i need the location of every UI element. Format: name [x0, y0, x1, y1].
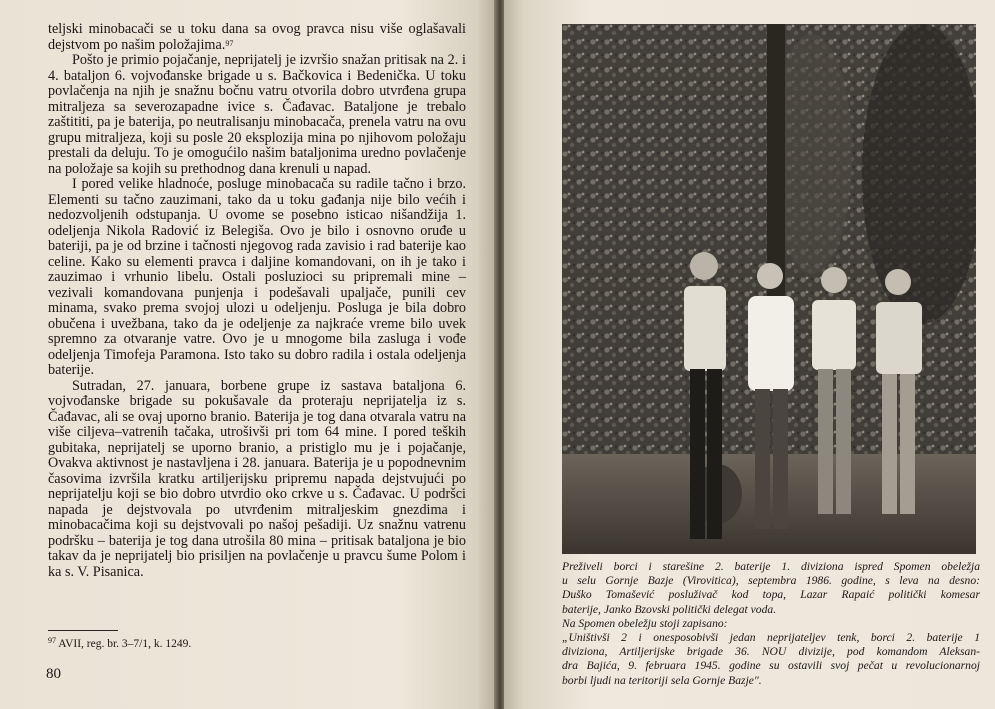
caption-line: borbi ljudi na teritoriji sela Gornje Bazje".	[562, 673, 762, 687]
page-number: 80	[46, 666, 61, 682]
left-page	[0, 0, 496, 709]
paragraph-2: Pošto je primio pojačanje, neprijatelj je izvršio snažan pritisak na 2. i 4. bataljon 6. vojvođanske brigade u s. Bačkovica i Bedenička. U toku povlačenja na njih je snažnu bočnu vatru otvorila dobro utvrđena grupa mitraljeza sa severozapadne ivice s. Čađavac. Bataljone je trebalo zaštititi, pa je baterija, po neutralisanju minobacača, prenela vatru na ovu grupu mitraljeza, koji su posle 20 eksplozija mina po njihovom položaju prestali da deluju. To je omogućilo našim bataljonima uredno povlačenje na položaje sa kojih su prethodnog dana krenuli u napad.	[48, 52, 466, 177]
caption-line: Duško Tomašević posluživač kod topa, Lazar Rapaić politički komesar	[562, 588, 980, 602]
caption-line: dra Bajića, 9. februara 1945. godine su ostavili svoj pečat u revolucionarnoj	[562, 659, 980, 673]
caption-line: „Uništivši 2 i onesposobivši jedan neprijateljev tenk, borci 2. baterije 1	[562, 631, 980, 645]
footnote-number: 97	[48, 636, 56, 645]
paragraph-3: I pored velike hladnoće, posluge minobacača su radile tačno i brzo. Elementi su tačno zauzimani, tako da u toku gađanja nije bilo većih i nedozvoljenih odstupanja. U ovome se posebno isticao nišandžija 1. odeljenja Nikola Radović iz Belegiša. Ovo je bilo i osnovno oruđe u bateriji, pa je od brzine i tačnosti njegovog rada zavisio i rad baterije kao celine. Kako su elementi pravca i daljine komandovani, on ih je tako i zauzimao i vrhunio libelu. Ostali posluzioci su pripremali mine – vezivali komandovana punjenja i podešavali upaljače, punili cev minama, svako prema svojoj ulozi u odeljenju. Posluga je bila dobro obučena i uvežbana, tako da je odeljenje za najkraće vreme bilo uvek spremno za otvaranje vatre. Ovo je u mnogome bila zasluga i vođe odeljenja Timofeja Paramona. Isto tako su dobro radila i ostala odeljenja baterije.	[48, 176, 466, 378]
footnote	[48, 638, 191, 650]
caption-line: baterije, Janko Bzovski politički delegat voda.	[562, 602, 777, 616]
caption-line: u selu Gornje Bazje (Virovitica), septembra 1986. godine, s leva na desno:	[562, 574, 980, 588]
footnote-divider	[48, 630, 118, 631]
photo-caption	[562, 560, 980, 688]
paragraph-1: teljski minobacači se u toku dana sa ovog pravca nisu više oglašavali dejstvom po našim položajima.$^{97}$	[48, 21, 466, 53]
footnote-text: AVII, reg. br. 3–7/1, k. 1249.	[58, 638, 192, 650]
group-photo	[562, 24, 976, 554]
right-page	[504, 0, 995, 709]
caption-line: Preživeli borci i starešine 2. baterije 1. diviziona ispred Spomen obeležja	[562, 560, 980, 573]
person-1	[684, 252, 726, 539]
group-photo-image	[562, 24, 976, 554]
caption-line: diviziona, Artiljerijske brigade 36. NOU divizije, pod komandom Aleksan-	[562, 645, 980, 659]
footnote-marker: 97	[225, 38, 234, 48]
body-text	[48, 22, 466, 580]
paragraph-4: Sutradan, 27. januara, borbene grupe iz sastava bataljona 6. vojvođanske brigade su pokušavale da proteraju neprijatelja iz s. Čađavac, ali se ovaj uporno branio. Baterija je tog dana otvarala vatru na više ciljeva–vatrenih tačaka, utrošivši pri tom 64 mine. I pored teških gubitaka, neprijatelj se uporno branio, a pristiglo mu je i pojačanje, Ovakva aktivnost je nastavljena i 28. januara. Baterija je u popodnevnim časovima izvršila kratku artiljerijsku pripremu napada dejstvujući po neprijatelju koji se bio dobro utvrdio oko crkve u s. Čađavac. U podršci napada je dejstvovala po utvrđenim mitraljeskim gnezdima i minobacačima koji su dejstvovali po našoj pešadiji. Uz snažnu vatrenu podršku – baterija je tog dana utrošila 80 mina – pritisak bataljona je bio takav da je neprijatelj bio prisiljen na povlačenje u pravcu šume Polom i ka s. V. Pisanica.	[48, 377, 466, 580]
caption-line: Na Spomen obeležju stoji zapisano:	[562, 616, 728, 630]
